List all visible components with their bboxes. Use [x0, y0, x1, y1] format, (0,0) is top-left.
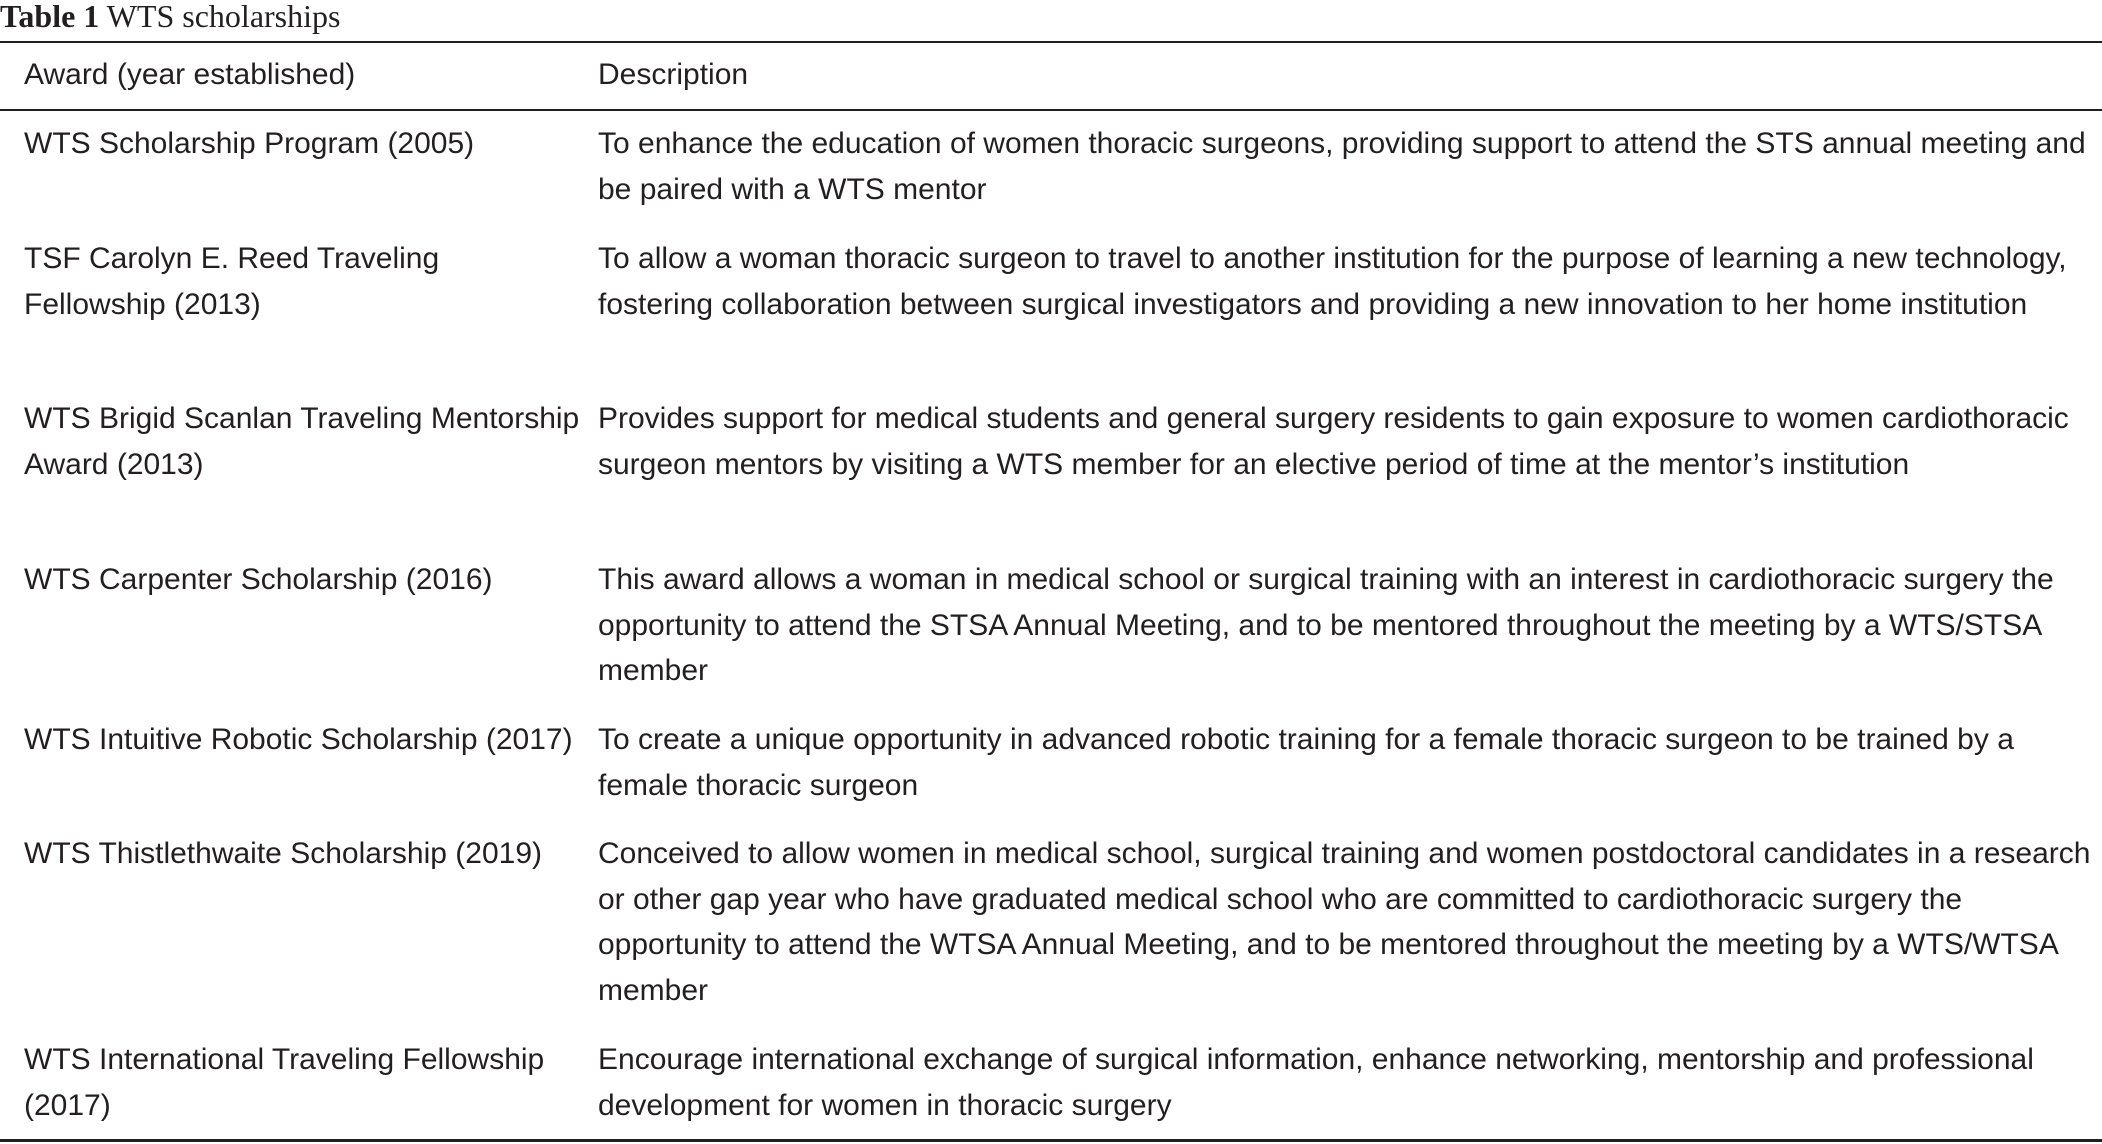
row-2-description: To allow a woman thoracic surgeon to travel to another institution for the purpose of learning a new technology, fostering collaboration between surgical investigators and providing a new innovation to her home institution	[598, 242, 2067, 321]
row-1-description: To enhance the education of women thoracic surgeons, providing support to attend the STS annual meeting and be paired with a WTS mentor	[598, 127, 2086, 206]
row-2-award: TSF Carolyn E. Reed Traveling Fellowship (2013)	[24, 242, 440, 321]
row-7-description: Encourage international exchange of surgical information, enhance networking, mentorship and professional development for women in thoracic surgery	[598, 1043, 2034, 1122]
bottom-rule	[0, 1139, 2102, 1142]
table-label: Table 1	[0, 0, 100, 34]
row-3-award: WTS Brigid Scanlan Traveling Mentorship Award (2013)	[24, 402, 580, 481]
table-caption	[0, 0, 340, 36]
top-rule	[0, 41, 2102, 43]
row-5-award: WTS Intuitive Robotic Scholarship (2017)	[24, 723, 573, 756]
header-description: Description	[598, 58, 749, 91]
header-rule	[0, 109, 2102, 111]
header-award: Award (year established)	[24, 58, 356, 91]
row-4-award: WTS Carpenter Scholarship (2016)	[24, 563, 493, 596]
row-6-award: WTS Thistlethwaite Scholarship (2019)	[24, 837, 542, 870]
row-1-award: WTS Scholarship Program (2005)	[24, 127, 475, 160]
row-6-description: Conceived to allow women in medical school, surgical training and women postdoctoral candidates in a research or other gap year who have graduated medical school who are committed to cardiothoracic surgery the opportunity to attend the WTSA Annual Meeting, and to be mentored throughout the meeting by a WTS/WTSA member	[598, 837, 2091, 1007]
row-5-description: To create a unique opportunity in advanced robotic training for a female thoracic surgeon to be trained by a female thoracic surgeon	[598, 723, 2014, 802]
row-3-description: Provides support for medical students and general surgery residents to gain exposure to women cardiothoracic surgeon mentors by visiting a WTS member for an elective period of time at the mentor’s institution	[598, 402, 2069, 481]
row-4-description: This award allows a woman in medical school or surgical training with an interest in cardiothoracic surgery the opportunity to attend the STSA Annual Meeting, and to be mentored throughout the meeting by a WTS/STSA member	[598, 563, 2054, 687]
row-7-award: WTS International Traveling Fellowship (2017)	[24, 1043, 545, 1122]
table-title: WTS scholarships	[106, 0, 341, 34]
